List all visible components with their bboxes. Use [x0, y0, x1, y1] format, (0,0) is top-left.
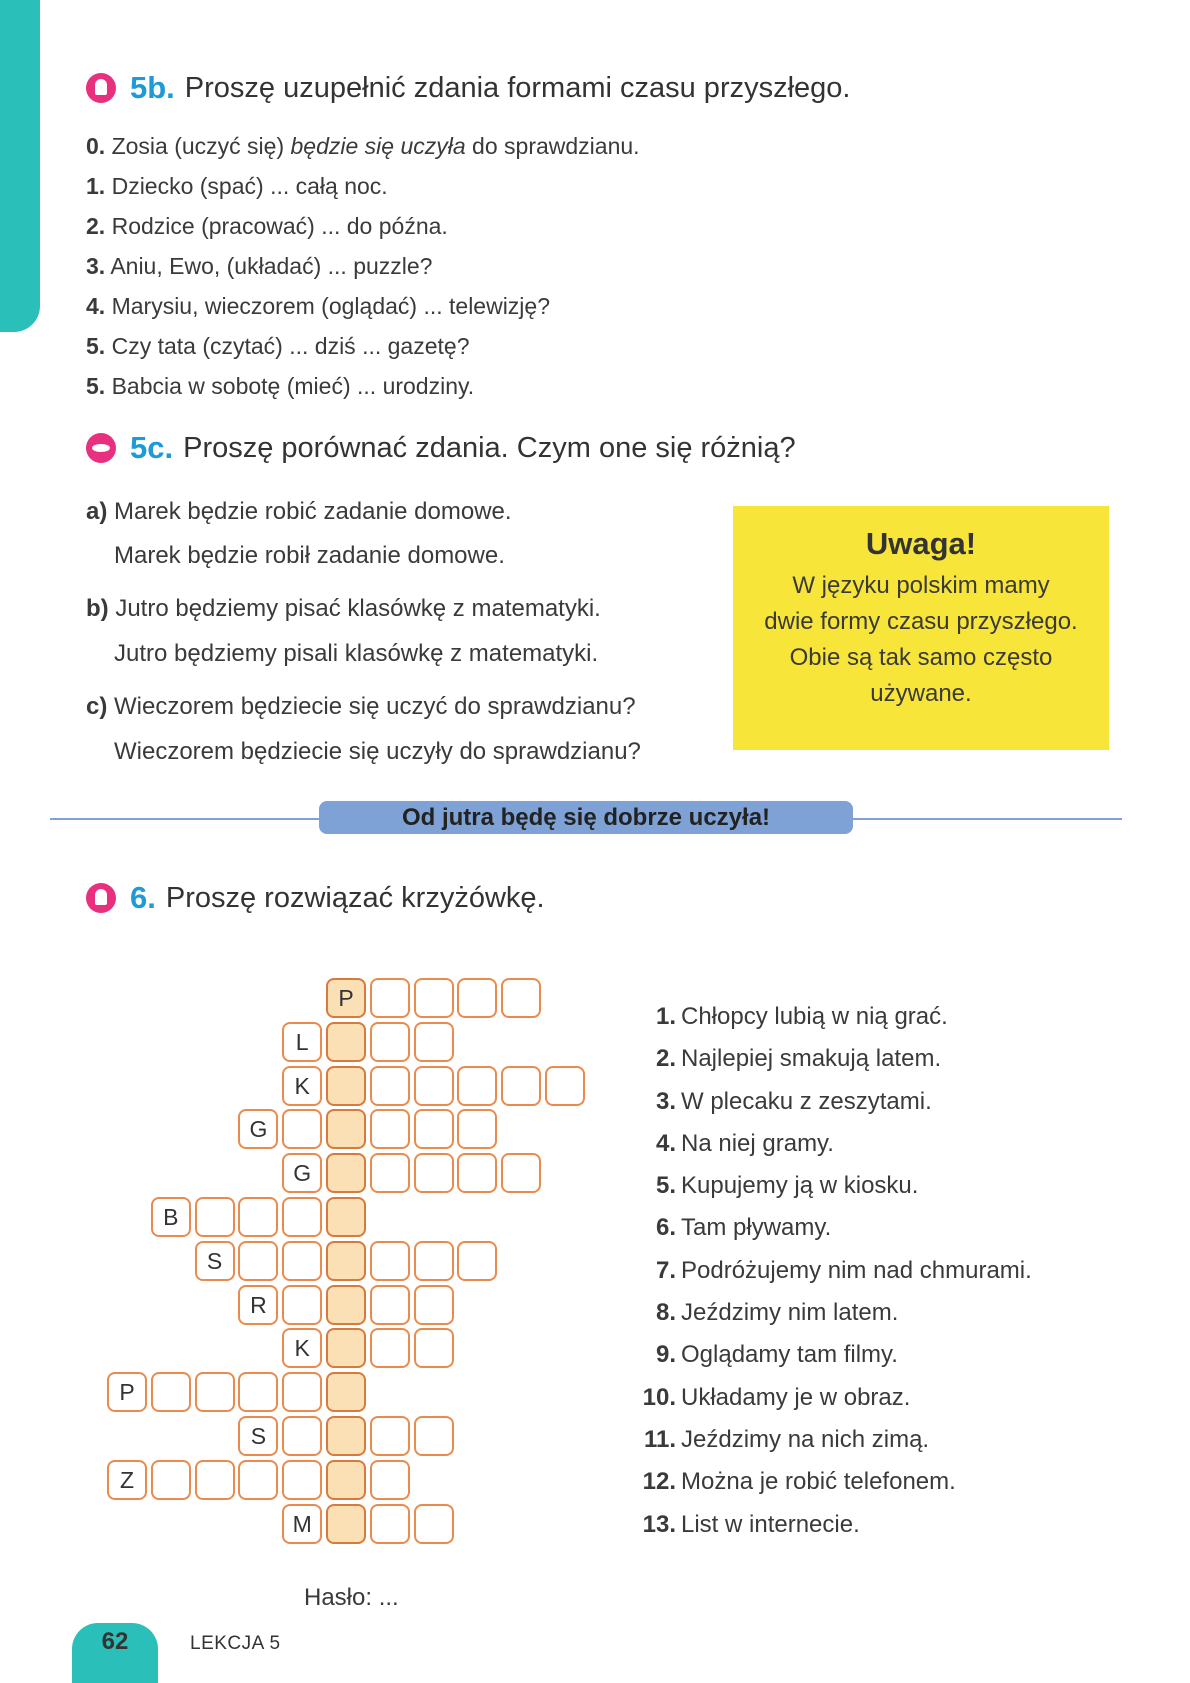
crossword-key-cell[interactable] [326, 1416, 366, 1456]
crossword-cell[interactable] [501, 1066, 541, 1106]
clue-item [640, 1334, 1032, 1376]
crossword-cell[interactable] [370, 1241, 410, 1281]
item-number: 1. [86, 173, 106, 199]
exercise-number: 5b. [130, 70, 175, 105]
crossword-cell[interactable] [414, 1022, 454, 1062]
lesson-label: LEKCJA 5 [190, 1633, 281, 1654]
sentence-item [86, 366, 640, 406]
clue-text: Można je robić telefonem. [681, 1468, 956, 1496]
clue-number: 7. [655, 1256, 676, 1284]
crossword-cell[interactable] [370, 1153, 410, 1193]
clue-item [640, 1461, 1032, 1503]
clue-number: 10. [642, 1383, 676, 1411]
exercise-6-header [86, 880, 545, 916]
crossword-cell[interactable]: R [238, 1285, 278, 1325]
pair-letter: c) [86, 693, 108, 720]
crossword-cell[interactable] [414, 1504, 454, 1544]
pair-letter: b) [86, 595, 109, 622]
clue-number: 5. [655, 1172, 676, 1200]
write-icon [86, 73, 116, 103]
sentence-item [86, 326, 640, 366]
clue-text: Chłopcy lubią w nią grać. [681, 1003, 948, 1030]
crossword-cell[interactable] [370, 1416, 410, 1456]
pair-letter: a) [86, 498, 108, 525]
exercise-5c-header [86, 430, 796, 466]
crossword-key-cell[interactable] [326, 1022, 366, 1062]
sentence-item [86, 166, 640, 206]
note-line: Obie są tak samo często [789, 644, 1053, 671]
crossword-cell[interactable] [282, 1460, 322, 1500]
sentence-line: Wieczorem będziecie się uczyły do sprawdzianu? [114, 738, 641, 765]
clue-text: Jeździmy na nich zimą. [681, 1425, 930, 1453]
sentence-text: Marek będzie robić zadanie domowe. [114, 498, 512, 525]
exercise-number: 5c. [130, 430, 174, 465]
crossword-cell[interactable] [370, 1328, 410, 1368]
clue-number: 12. [642, 1468, 676, 1496]
crossword-cell[interactable] [414, 1153, 454, 1193]
item-number: 0. [86, 133, 106, 159]
page-number: 62 [101, 1628, 129, 1655]
crossword-cell[interactable] [370, 1285, 410, 1325]
crossword-cell[interactable] [501, 1153, 541, 1193]
crossword-key-cell[interactable] [326, 1504, 366, 1544]
exercise-title: Proszę porównać zdania. Czym one się różnią? [183, 431, 796, 464]
crossword-cell[interactable] [282, 1241, 322, 1281]
sentence-item [86, 126, 640, 166]
crossword-key-cell[interactable] [326, 1328, 366, 1368]
clue-item [640, 1207, 1032, 1249]
clue-item [640, 1123, 1032, 1165]
clue-item [640, 1504, 1032, 1546]
crossword-cell[interactable]: S [238, 1416, 278, 1456]
section-banner: Od jutra będę się dobrze uczyła! [319, 801, 853, 834]
clue-text: List w internecie. [681, 1510, 860, 1538]
sentence-item [86, 206, 640, 246]
clue-number: 8. [655, 1299, 676, 1327]
crossword-cell[interactable] [370, 978, 410, 1018]
crossword-cell[interactable] [282, 1372, 322, 1412]
crossword-cell[interactable] [238, 1241, 278, 1281]
crossword-cell[interactable]: P [107, 1372, 147, 1412]
clue-text: Kupujemy ją w kiosku. [681, 1172, 919, 1200]
crossword-cell[interactable]: Z [107, 1460, 147, 1500]
example-answer: będzie się uczyła [290, 133, 466, 159]
sentence-line [86, 595, 601, 623]
clue-number: 11. [643, 1425, 676, 1453]
sentence-text: Wieczorem będziecie się uczyć do sprawdzianu? [114, 693, 636, 720]
crossword-cell[interactable] [545, 1066, 585, 1106]
clue-item [640, 1419, 1032, 1461]
uwaga-note-box [733, 506, 1109, 750]
crossword-cell[interactable] [414, 1328, 454, 1368]
note-line: W języku polskim mamy [792, 572, 1050, 599]
haslo-answer-line: Hasło: ... [304, 1584, 399, 1611]
exercise-5b-header [86, 70, 850, 106]
crossword-cell[interactable] [414, 1285, 454, 1325]
clue-text: Tam pływamy. [681, 1214, 832, 1242]
crossword-cell[interactable] [282, 1416, 322, 1456]
exercise-title: Proszę uzupełnić zdania formami czasu przyszłego. [184, 71, 851, 104]
clue-item [640, 1292, 1032, 1334]
clue-text: Najlepiej smakują latem. [681, 1045, 942, 1073]
note-line: używane. [870, 680, 972, 707]
crossword-cell[interactable]: S [195, 1241, 235, 1281]
sentence-item [86, 286, 640, 326]
crossword-cell[interactable] [151, 1460, 191, 1500]
crossword-cell[interactable] [414, 1066, 454, 1106]
crossword-key-cell[interactable] [326, 1372, 366, 1412]
crossword-cell[interactable]: M [282, 1504, 322, 1544]
sentence-line [86, 498, 512, 526]
crossword-cell[interactable] [238, 1460, 278, 1500]
note-text [733, 568, 1109, 712]
clue-number: 1. [655, 1003, 676, 1030]
crossword-cell[interactable] [414, 1109, 454, 1149]
crossword-cell[interactable] [457, 1241, 497, 1281]
crossword-cell[interactable] [414, 978, 454, 1018]
sentence-text: Dziecko (spać) ... całą noc. [111, 173, 388, 199]
clue-text: Na niej gramy. [681, 1129, 834, 1157]
item-number: 4. [86, 293, 106, 319]
crossword-key-cell[interactable] [326, 1197, 366, 1237]
clue-text: Podróżujemy nim nad chmurami. [681, 1256, 1032, 1284]
crossword-cell[interactable]: G [238, 1109, 278, 1149]
clue-item [640, 996, 1032, 1038]
crossword-cell[interactable] [282, 1197, 322, 1237]
exercise-5b-list [86, 126, 640, 406]
clue-item [640, 1165, 1032, 1207]
crossword-cell[interactable] [282, 1285, 322, 1325]
sentence-line [86, 693, 636, 721]
clue-text: W plecaku z zeszytami. [681, 1087, 932, 1115]
clue-number: 13. [642, 1510, 676, 1538]
crossword-cell[interactable] [457, 1066, 497, 1106]
clue-item [640, 1377, 1032, 1419]
clue-number: 2. [655, 1045, 676, 1073]
crossword-key-cell[interactable] [326, 1109, 366, 1149]
sentence-text: Jutro będziemy pisać klasówkę z matematyki. [115, 595, 601, 622]
crossword-cell[interactable] [457, 1109, 497, 1149]
clue-item [640, 1081, 1032, 1123]
crossword-cell[interactable] [370, 1109, 410, 1149]
sentence-text: Zosia (uczyć się) [111, 133, 291, 159]
crossword-cell[interactable] [370, 1066, 410, 1106]
crossword-cell[interactable]: K [282, 1066, 322, 1106]
clue-number: 9. [655, 1341, 676, 1369]
crossword-cell[interactable] [370, 1504, 410, 1544]
crossword-clues [640, 996, 1032, 1546]
sentence-text-end: do sprawdzianu. [465, 133, 640, 159]
exercise-number: 6. [130, 880, 156, 915]
crossword-cell[interactable]: K [282, 1328, 322, 1368]
sentence-text: Babcia w sobotę (mieć) ... urodziny. [111, 373, 475, 399]
sentence-line: Jutro będziemy pisali klasówkę z matematyki. [114, 640, 599, 667]
clue-text: Układamy je w obraz. [681, 1383, 911, 1411]
sentence-text: Marysiu, wieczorem (oglądać) ... telewizję? [111, 293, 551, 319]
crossword-cell[interactable]: L [282, 1022, 322, 1062]
sentence-line: Marek będzie robił zadanie domowe. [114, 542, 505, 569]
clue-item [640, 1038, 1032, 1080]
crossword-cell[interactable] [457, 1153, 497, 1193]
crossword-cell[interactable] [414, 1416, 454, 1456]
clue-item [640, 1250, 1032, 1292]
sentence-text: Aniu, Ewo, (układać) ... puzzle? [110, 253, 433, 279]
item-number: 5. [86, 373, 106, 399]
crossword-cell[interactable] [238, 1372, 278, 1412]
crossword-cell[interactable] [195, 1372, 235, 1412]
note-title: Uwaga! [865, 526, 977, 561]
sentence-text: Czy tata (czytać) ... dziś ... gazetę? [111, 333, 470, 359]
clue-number: 3. [655, 1087, 676, 1115]
crossword-key-cell[interactable] [326, 1241, 366, 1281]
write-icon [86, 883, 116, 913]
crossword-cell[interactable]: G [282, 1153, 322, 1193]
crossword-cell[interactable] [501, 978, 541, 1018]
item-number: 2. [86, 213, 106, 239]
crossword-cell[interactable]: B [151, 1197, 191, 1237]
crossword-cell[interactable] [457, 978, 497, 1018]
crossword-key-cell[interactable] [326, 1460, 366, 1500]
clue-text: Jeździmy nim latem. [681, 1299, 899, 1327]
crossword-cell[interactable] [151, 1372, 191, 1412]
sentence-item [86, 246, 640, 286]
crossword-key-cell[interactable]: P [326, 978, 366, 1018]
exercise-title: Proszę rozwiązać krzyżówkę. [165, 881, 545, 914]
speak-icon [86, 433, 116, 463]
crossword-key-cell[interactable] [326, 1153, 366, 1193]
clue-number: 6. [655, 1214, 676, 1242]
crossword-key-cell[interactable] [326, 1285, 366, 1325]
crossword-cell[interactable] [195, 1197, 235, 1237]
clue-number: 4. [655, 1129, 676, 1157]
sentence-text: Rodzice (pracować) ... do późna. [111, 213, 448, 239]
crossword-cell[interactable] [282, 1109, 322, 1149]
note-line: dwie formy czasu przyszłego. [764, 608, 1078, 635]
crossword-cell[interactable] [370, 1460, 410, 1500]
crossword-cell[interactable] [195, 1460, 235, 1500]
crossword-cell[interactable] [238, 1197, 278, 1237]
side-color-tab [0, 0, 40, 332]
crossword-cell[interactable] [370, 1022, 410, 1062]
crossword-key-cell[interactable] [326, 1066, 366, 1106]
clue-text: Oglądamy tam filmy. [681, 1341, 898, 1369]
crossword-cell[interactable] [414, 1241, 454, 1281]
item-number: 3. [86, 253, 106, 279]
item-number: 5. [86, 333, 106, 359]
